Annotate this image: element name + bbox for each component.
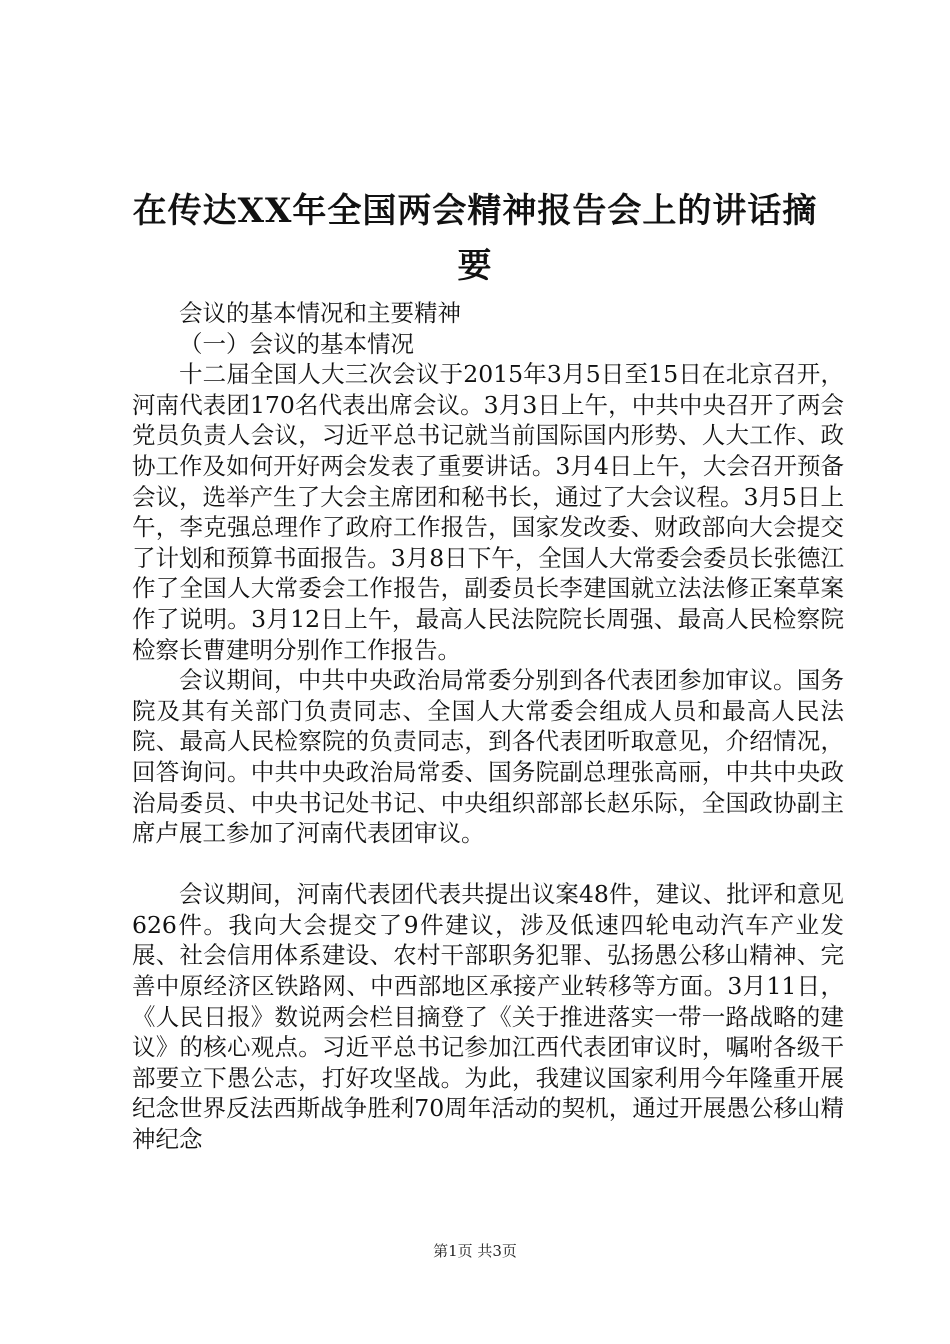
section-heading: 会议的基本情况和主要精神 [179,299,461,327]
paragraph-spacer [132,849,844,880]
document-body [132,298,844,1155]
paragraph: 会议期间，河南代表团代表共提出议案48件，建议、批评和意见626件。我向大会提交了9件建议，涉及低速四轮电动汽车产业发展、社会信用体系建设、农村干部职务犯罪、弘扬愚公移山精神、完善中原经济区铁路网、中西部地区承接产业转移等方面。3月11日，《人民日报》数说两会栏目摘登了《关于推进落实一带一路战略的建议》的核心观点。习近平总书记参加江西代表团审议时，嘱咐各级干部要立下愚公志，打好攻坚战。为此，我建议国家利用今年隆重开展纪念世界反法西斯战争胜利70周年活动的契机，通过开展愚公移山精神纪念 [132,880,844,1154]
subsection-heading: （一）会议的基本情况 [179,329,414,358]
paragraph: 会议期间，中共中央政治局常委分别到各代表团参加审议。国务院及其有关部门负责同志、全国人大常委会组成人员和最高人民法院、最高人民检察院的负责同志，到各代表团听取意见，介绍情况，回答询问。中共中央政治局常委、国务院副总理张高丽，中共中央政治局委员、中央书记处书记、中央组织部部长赵乐际，全国政协副主席卢展工参加了河南代表团审议。 [132,666,844,848]
document-title: 在传达XX年全国两会精神报告会上的讲话摘要 [132,191,818,286]
paragraph: 十二届全国人大三次会议于2015年3月5日至15日在北京召开，河南代表团170名代表出席会议。3月3日上午，中共中央召开了两会党员负责人会议，习近平总书记就当前国际国内形势、人大工作、政协工作及如何开好两会发表了重要讲话。3月4日上午，大会召开预备会议，选举产生了大会主席团和秘书长，通过了大会议程。3月5日上午，李克强总理作了政府工作报告，国家发改委、财政部向大会提交了计划和预算书面报告。3月8日下午，全国人大常委会委员长张德江作了全国人大常委会工作报告，副委员长李建国就立法法修正案草案作了说明。3月12日上午，最高人民法院院长周强、最高人民检察院检察长曹建明分别作工作报告。 [132,360,844,664]
page-footer: 第1页 共3页 [433,1242,517,1260]
